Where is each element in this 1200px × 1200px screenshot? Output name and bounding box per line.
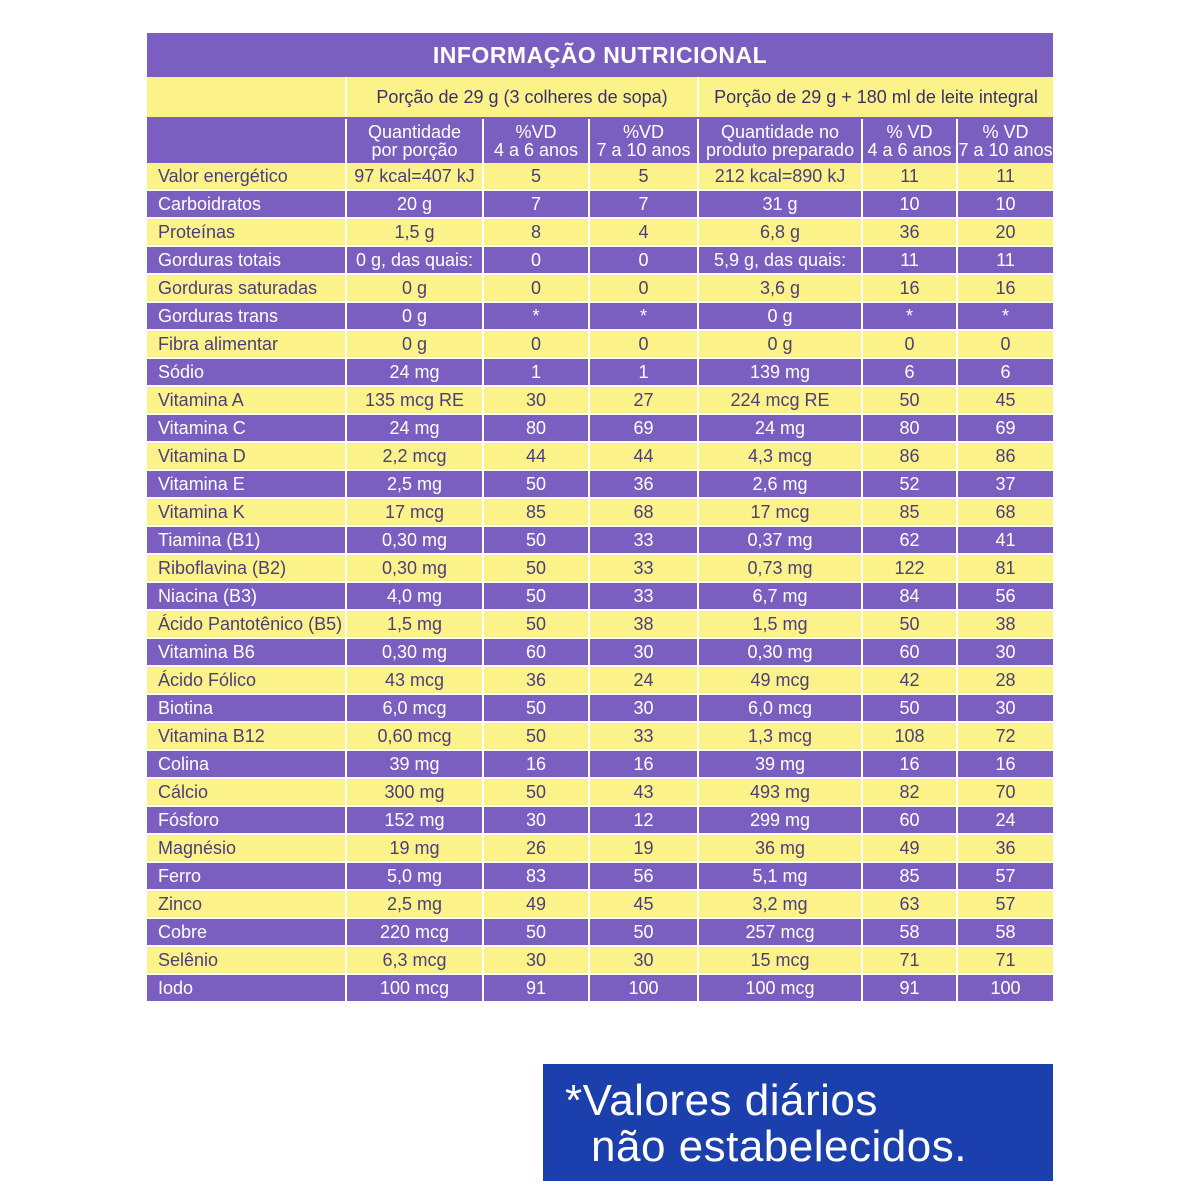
nutrient-value: 15 mcg <box>698 946 862 974</box>
nutrient-value: 62 <box>862 526 957 554</box>
nutrient-value: 50 <box>483 918 589 946</box>
nutrient-value: 0,60 mcg <box>346 722 483 750</box>
nutrient-value: 49 <box>483 890 589 918</box>
table-row <box>147 974 1053 1002</box>
nutrient-name: Vitamina B12 <box>147 722 346 750</box>
nutrient-value: 80 <box>483 414 589 442</box>
nutrient-value: 224 mcg RE <box>698 386 862 414</box>
table-row <box>147 218 1053 246</box>
nutrient-value: 0 <box>483 330 589 358</box>
nutrient-value: 49 mcg <box>698 666 862 694</box>
nutrient-value: 4,3 mcg <box>698 442 862 470</box>
table-row <box>147 190 1053 218</box>
nutrient-name: Iodo <box>147 974 346 1002</box>
table-row <box>147 834 1053 862</box>
nutrient-value: 27 <box>589 386 698 414</box>
nutrient-value: 60 <box>862 806 957 834</box>
table-row <box>147 330 1053 358</box>
nutrient-value: 69 <box>957 414 1053 442</box>
nutrient-value: 5,9 g, das quais: <box>698 246 862 274</box>
portion-header-row <box>147 77 1053 118</box>
nutrient-value: 63 <box>862 890 957 918</box>
table-row <box>147 582 1053 610</box>
nutrient-value: 0 g <box>346 330 483 358</box>
nutrient-value: 30 <box>589 946 698 974</box>
nutrient-value: 11 <box>862 163 957 190</box>
nutrient-name: Cobre <box>147 918 346 946</box>
nutrient-value: 0,37 mg <box>698 526 862 554</box>
nutrient-value: 6,0 mcg <box>698 694 862 722</box>
column-header: %VD 7 a 10 anos <box>589 118 698 163</box>
nutrient-value: 2,6 mg <box>698 470 862 498</box>
nutrient-value: 0 g <box>698 302 862 330</box>
nutrient-value: 0,30 mg <box>346 554 483 582</box>
nutrient-value: 52 <box>862 470 957 498</box>
nutrient-name: Ácido Fólico <box>147 666 346 694</box>
nutrient-value: 91 <box>862 974 957 1002</box>
nutrient-value: 11 <box>957 246 1053 274</box>
nutrient-value: 38 <box>589 610 698 638</box>
nutrient-value: 30 <box>957 638 1053 666</box>
nutrient-value: 91 <box>483 974 589 1002</box>
nutrient-value: 24 mg <box>346 358 483 386</box>
nutrient-value: 6 <box>957 358 1053 386</box>
nutrient-value: 1 <box>483 358 589 386</box>
nutrient-value: 50 <box>862 386 957 414</box>
nutrient-value: 33 <box>589 582 698 610</box>
nutrient-value: 6,0 mcg <box>346 694 483 722</box>
nutrient-value: 43 <box>589 778 698 806</box>
nutrient-value: 86 <box>957 442 1053 470</box>
nutrient-value: 72 <box>957 722 1053 750</box>
nutrient-value: 5 <box>483 163 589 190</box>
table-row <box>147 862 1053 890</box>
nutrient-value: 57 <box>957 890 1053 918</box>
nutrient-value: 50 <box>483 722 589 750</box>
table-row <box>147 638 1053 666</box>
nutrient-value: 0 g <box>346 302 483 330</box>
nutrient-value: 16 <box>862 750 957 778</box>
nutrient-value: 5,0 mg <box>346 862 483 890</box>
nutrient-value: 1,5 mg <box>698 610 862 638</box>
nutrient-value: 81 <box>957 554 1053 582</box>
nutrient-value: 4,0 mg <box>346 582 483 610</box>
nutrient-value: 30 <box>589 638 698 666</box>
nutrient-value: 17 mcg <box>698 498 862 526</box>
nutrient-value: 493 mg <box>698 778 862 806</box>
nutrient-value: 36 <box>862 218 957 246</box>
nutrient-value: 16 <box>483 750 589 778</box>
nutrient-value: 56 <box>589 862 698 890</box>
nutrient-value: 300 mg <box>346 778 483 806</box>
nutrient-value: 44 <box>589 442 698 470</box>
table-row <box>147 302 1053 330</box>
nutrient-value: 6 <box>862 358 957 386</box>
nutrient-value: 11 <box>957 163 1053 190</box>
nutrient-value: 6,3 mcg <box>346 946 483 974</box>
nutrient-value: 17 mcg <box>346 498 483 526</box>
table-row <box>147 750 1053 778</box>
nutrient-value: 5 <box>589 163 698 190</box>
nutrient-name: Biotina <box>147 694 346 722</box>
nutrient-value: 20 g <box>346 190 483 218</box>
nutrient-value: 71 <box>862 946 957 974</box>
nutrient-name: Vitamina B6 <box>147 638 346 666</box>
nutrient-name: Vitamina K <box>147 498 346 526</box>
nutrient-value: 38 <box>957 610 1053 638</box>
nutrient-value: 0 <box>589 246 698 274</box>
nutrition-panel <box>147 33 1053 1003</box>
nutrient-value: * <box>957 302 1053 330</box>
nutrient-value: 28 <box>957 666 1053 694</box>
nutrient-value: 1,5 mg <box>346 610 483 638</box>
nutrient-value: 0 g <box>698 330 862 358</box>
nutrient-value: 11 <box>862 246 957 274</box>
column-header: % VD 7 a 10 anos <box>957 118 1053 163</box>
nutrient-value: 84 <box>862 582 957 610</box>
nutrient-value: 39 mg <box>346 750 483 778</box>
nutrient-value: 3,6 g <box>698 274 862 302</box>
nutrient-value: 80 <box>862 414 957 442</box>
nutrient-value: 7 <box>589 190 698 218</box>
nutrient-value: 0 <box>483 246 589 274</box>
nutrient-value: 85 <box>862 498 957 526</box>
nutrient-name: Magnésio <box>147 834 346 862</box>
nutrient-value: 50 <box>483 582 589 610</box>
nutrient-value: 0 <box>862 330 957 358</box>
nutrient-name: Valor energético <box>147 163 346 190</box>
nutrient-value: 19 <box>589 834 698 862</box>
nutrient-value: 43 mcg <box>346 666 483 694</box>
column-header: % VD 4 a 6 anos <box>862 118 957 163</box>
nutrient-value: 0,73 mg <box>698 554 862 582</box>
nutrient-name: Fósforo <box>147 806 346 834</box>
nutrient-name: Vitamina C <box>147 414 346 442</box>
table-row <box>147 386 1053 414</box>
nutrition-table <box>147 77 1053 1003</box>
nutrient-name: Sódio <box>147 358 346 386</box>
nutrient-value: 69 <box>589 414 698 442</box>
nutrient-value: 26 <box>483 834 589 862</box>
portion-header-prepared: Porção de 29 g + 180 ml de leite integral <box>698 77 1053 118</box>
nutrient-value: 83 <box>483 862 589 890</box>
nutrient-value: 30 <box>589 694 698 722</box>
nutrient-value: 7 <box>483 190 589 218</box>
nutrient-value: 45 <box>589 890 698 918</box>
nutrient-value: 82 <box>862 778 957 806</box>
nutrient-value: 8 <box>483 218 589 246</box>
table-row <box>147 778 1053 806</box>
nutrient-value: 50 <box>483 778 589 806</box>
nutrient-value: 0 g, das quais: <box>346 246 483 274</box>
nutrient-value: 49 <box>862 834 957 862</box>
nutrient-value: 135 mcg RE <box>346 386 483 414</box>
nutrient-value: 85 <box>483 498 589 526</box>
nutrient-value: 50 <box>483 470 589 498</box>
nutrient-value: 1,3 mcg <box>698 722 862 750</box>
table-row <box>147 722 1053 750</box>
table-row <box>147 163 1053 190</box>
nutrient-value: * <box>862 302 957 330</box>
nutrient-value: 97 kcal=407 kJ <box>346 163 483 190</box>
nutrient-name: Tiamina (B1) <box>147 526 346 554</box>
column-header: Quantidade no produto preparado <box>698 118 862 163</box>
nutrient-value: 0 <box>589 330 698 358</box>
nutrient-value: 100 mcg <box>698 974 862 1002</box>
footnote-box <box>543 1064 1053 1181</box>
nutrient-value: 0 <box>957 330 1053 358</box>
nutrient-name: Gorduras totais <box>147 246 346 274</box>
nutrient-value: 16 <box>957 750 1053 778</box>
nutrient-value: 50 <box>483 610 589 638</box>
nutrient-value: 0,30 mg <box>346 638 483 666</box>
nutrient-value: 30 <box>483 386 589 414</box>
nutrient-value: 36 <box>483 666 589 694</box>
nutrient-value: 299 mg <box>698 806 862 834</box>
table-row <box>147 610 1053 638</box>
nutrient-value: 33 <box>589 526 698 554</box>
nutrient-value: 16 <box>862 274 957 302</box>
nutrient-value: 50 <box>862 610 957 638</box>
nutrient-name: Niacina (B3) <box>147 582 346 610</box>
nutrient-value: 30 <box>483 946 589 974</box>
nutrient-name: Gorduras saturadas <box>147 274 346 302</box>
nutrient-name: Ácido Pantotênico (B5) <box>147 610 346 638</box>
table-row <box>147 414 1053 442</box>
column-header: %VD 4 a 6 anos <box>483 118 589 163</box>
nutrient-value: * <box>589 302 698 330</box>
nutrient-value: 5,1 mg <box>698 862 862 890</box>
table-row <box>147 890 1053 918</box>
nutrient-value: 108 <box>862 722 957 750</box>
nutrient-value: 2,2 mcg <box>346 442 483 470</box>
nutrient-name: Proteínas <box>147 218 346 246</box>
nutrient-value: 1,5 g <box>346 218 483 246</box>
column-header: Quantidade por porção <box>346 118 483 163</box>
nutrient-value: 122 <box>862 554 957 582</box>
table-row <box>147 694 1053 722</box>
nutrient-value: 10 <box>957 190 1053 218</box>
nutrient-name: Carboidratos <box>147 190 346 218</box>
nutrient-value: 68 <box>957 498 1053 526</box>
nutrient-value: 68 <box>589 498 698 526</box>
nutrient-value: 2,5 mg <box>346 470 483 498</box>
nutrient-value: 0 <box>483 274 589 302</box>
nutrient-value: 36 <box>589 470 698 498</box>
nutrient-value: 0 <box>589 274 698 302</box>
nutrient-value: 70 <box>957 778 1053 806</box>
nutrient-value: 24 mg <box>698 414 862 442</box>
table-row <box>147 498 1053 526</box>
portion-header-empty <box>147 77 346 118</box>
table-row <box>147 806 1053 834</box>
nutrient-value: 212 kcal=890 kJ <box>698 163 862 190</box>
nutrient-name: Cálcio <box>147 778 346 806</box>
nutrient-value: 71 <box>957 946 1053 974</box>
nutrient-name: Gorduras trans <box>147 302 346 330</box>
nutrient-value: 100 <box>957 974 1053 1002</box>
nutrient-value: 24 <box>957 806 1053 834</box>
footnote-line-2: não estabelecidos. <box>591 1122 967 1172</box>
nutrient-value: 30 <box>483 806 589 834</box>
nutrient-value: 85 <box>862 862 957 890</box>
footnote-line-1: *Valores diários <box>565 1076 878 1125</box>
nutrient-value: 139 mg <box>698 358 862 386</box>
nutrient-value: 152 mg <box>346 806 483 834</box>
table-row <box>147 470 1053 498</box>
nutrient-value: 45 <box>957 386 1053 414</box>
nutrient-value: 50 <box>483 554 589 582</box>
column-header-row <box>147 118 1053 163</box>
nutrient-value: 33 <box>589 554 698 582</box>
nutrient-value: 19 mg <box>346 834 483 862</box>
nutrient-value: 10 <box>862 190 957 218</box>
nutrient-value: 58 <box>957 918 1053 946</box>
nutrient-name: Zinco <box>147 890 346 918</box>
nutrient-name: Colina <box>147 750 346 778</box>
nutrient-value: 100 <box>589 974 698 1002</box>
nutrient-name: Fibra alimentar <box>147 330 346 358</box>
nutrient-value: 44 <box>483 442 589 470</box>
nutrient-value: 6,8 g <box>698 218 862 246</box>
table-row <box>147 246 1053 274</box>
nutrient-value: 4 <box>589 218 698 246</box>
nutrient-name: Selênio <box>147 946 346 974</box>
nutrient-value: 33 <box>589 722 698 750</box>
table-row <box>147 358 1053 386</box>
nutrient-value: 31 g <box>698 190 862 218</box>
nutrient-name: Vitamina E <box>147 470 346 498</box>
table-row <box>147 666 1053 694</box>
nutrient-value: 16 <box>957 274 1053 302</box>
nutrient-value: 36 <box>957 834 1053 862</box>
nutrient-value: 50 <box>862 694 957 722</box>
nutrient-value: 12 <box>589 806 698 834</box>
nutrient-name: Vitamina A <box>147 386 346 414</box>
nutrient-value: 57 <box>957 862 1053 890</box>
table-row <box>147 554 1053 582</box>
nutrient-value: 220 mcg <box>346 918 483 946</box>
nutrient-value: 50 <box>483 694 589 722</box>
nutrient-value: 41 <box>957 526 1053 554</box>
table-title: INFORMAÇÃO NUTRICIONAL <box>147 33 1053 77</box>
nutrient-name: Riboflavina (B2) <box>147 554 346 582</box>
nutrient-value: 0 g <box>346 274 483 302</box>
nutrient-value: 50 <box>589 918 698 946</box>
table-row <box>147 274 1053 302</box>
nutrient-value: 2,5 mg <box>346 890 483 918</box>
nutrient-value: 0,30 mg <box>698 638 862 666</box>
nutrient-value: 257 mcg <box>698 918 862 946</box>
nutrient-value: 16 <box>589 750 698 778</box>
nutrient-value: 24 mg <box>346 414 483 442</box>
table-row <box>147 442 1053 470</box>
portion-header-powder: Porção de 29 g (3 colheres de sopa) <box>346 77 698 118</box>
nutrient-value: 0,30 mg <box>346 526 483 554</box>
table-row <box>147 526 1053 554</box>
nutrient-value: 39 mg <box>698 750 862 778</box>
nutrient-value: 58 <box>862 918 957 946</box>
nutrient-value: 36 mg <box>698 834 862 862</box>
table-row <box>147 918 1053 946</box>
nutrient-value: * <box>483 302 589 330</box>
table-row <box>147 946 1053 974</box>
nutrient-value: 86 <box>862 442 957 470</box>
nutrient-name: Vitamina D <box>147 442 346 470</box>
nutrient-name: Ferro <box>147 862 346 890</box>
nutrient-value: 37 <box>957 470 1053 498</box>
nutrient-value: 42 <box>862 666 957 694</box>
nutrient-value: 1 <box>589 358 698 386</box>
nutrient-value: 30 <box>957 694 1053 722</box>
nutrient-value: 50 <box>483 526 589 554</box>
nutrient-value: 60 <box>862 638 957 666</box>
nutrient-value: 20 <box>957 218 1053 246</box>
nutrient-value: 24 <box>589 666 698 694</box>
nutrient-value: 6,7 mg <box>698 582 862 610</box>
nutrient-value: 3,2 mg <box>698 890 862 918</box>
column-header-empty <box>147 118 346 163</box>
nutrient-value: 60 <box>483 638 589 666</box>
nutrient-value: 100 mcg <box>346 974 483 1002</box>
nutrient-value: 56 <box>957 582 1053 610</box>
